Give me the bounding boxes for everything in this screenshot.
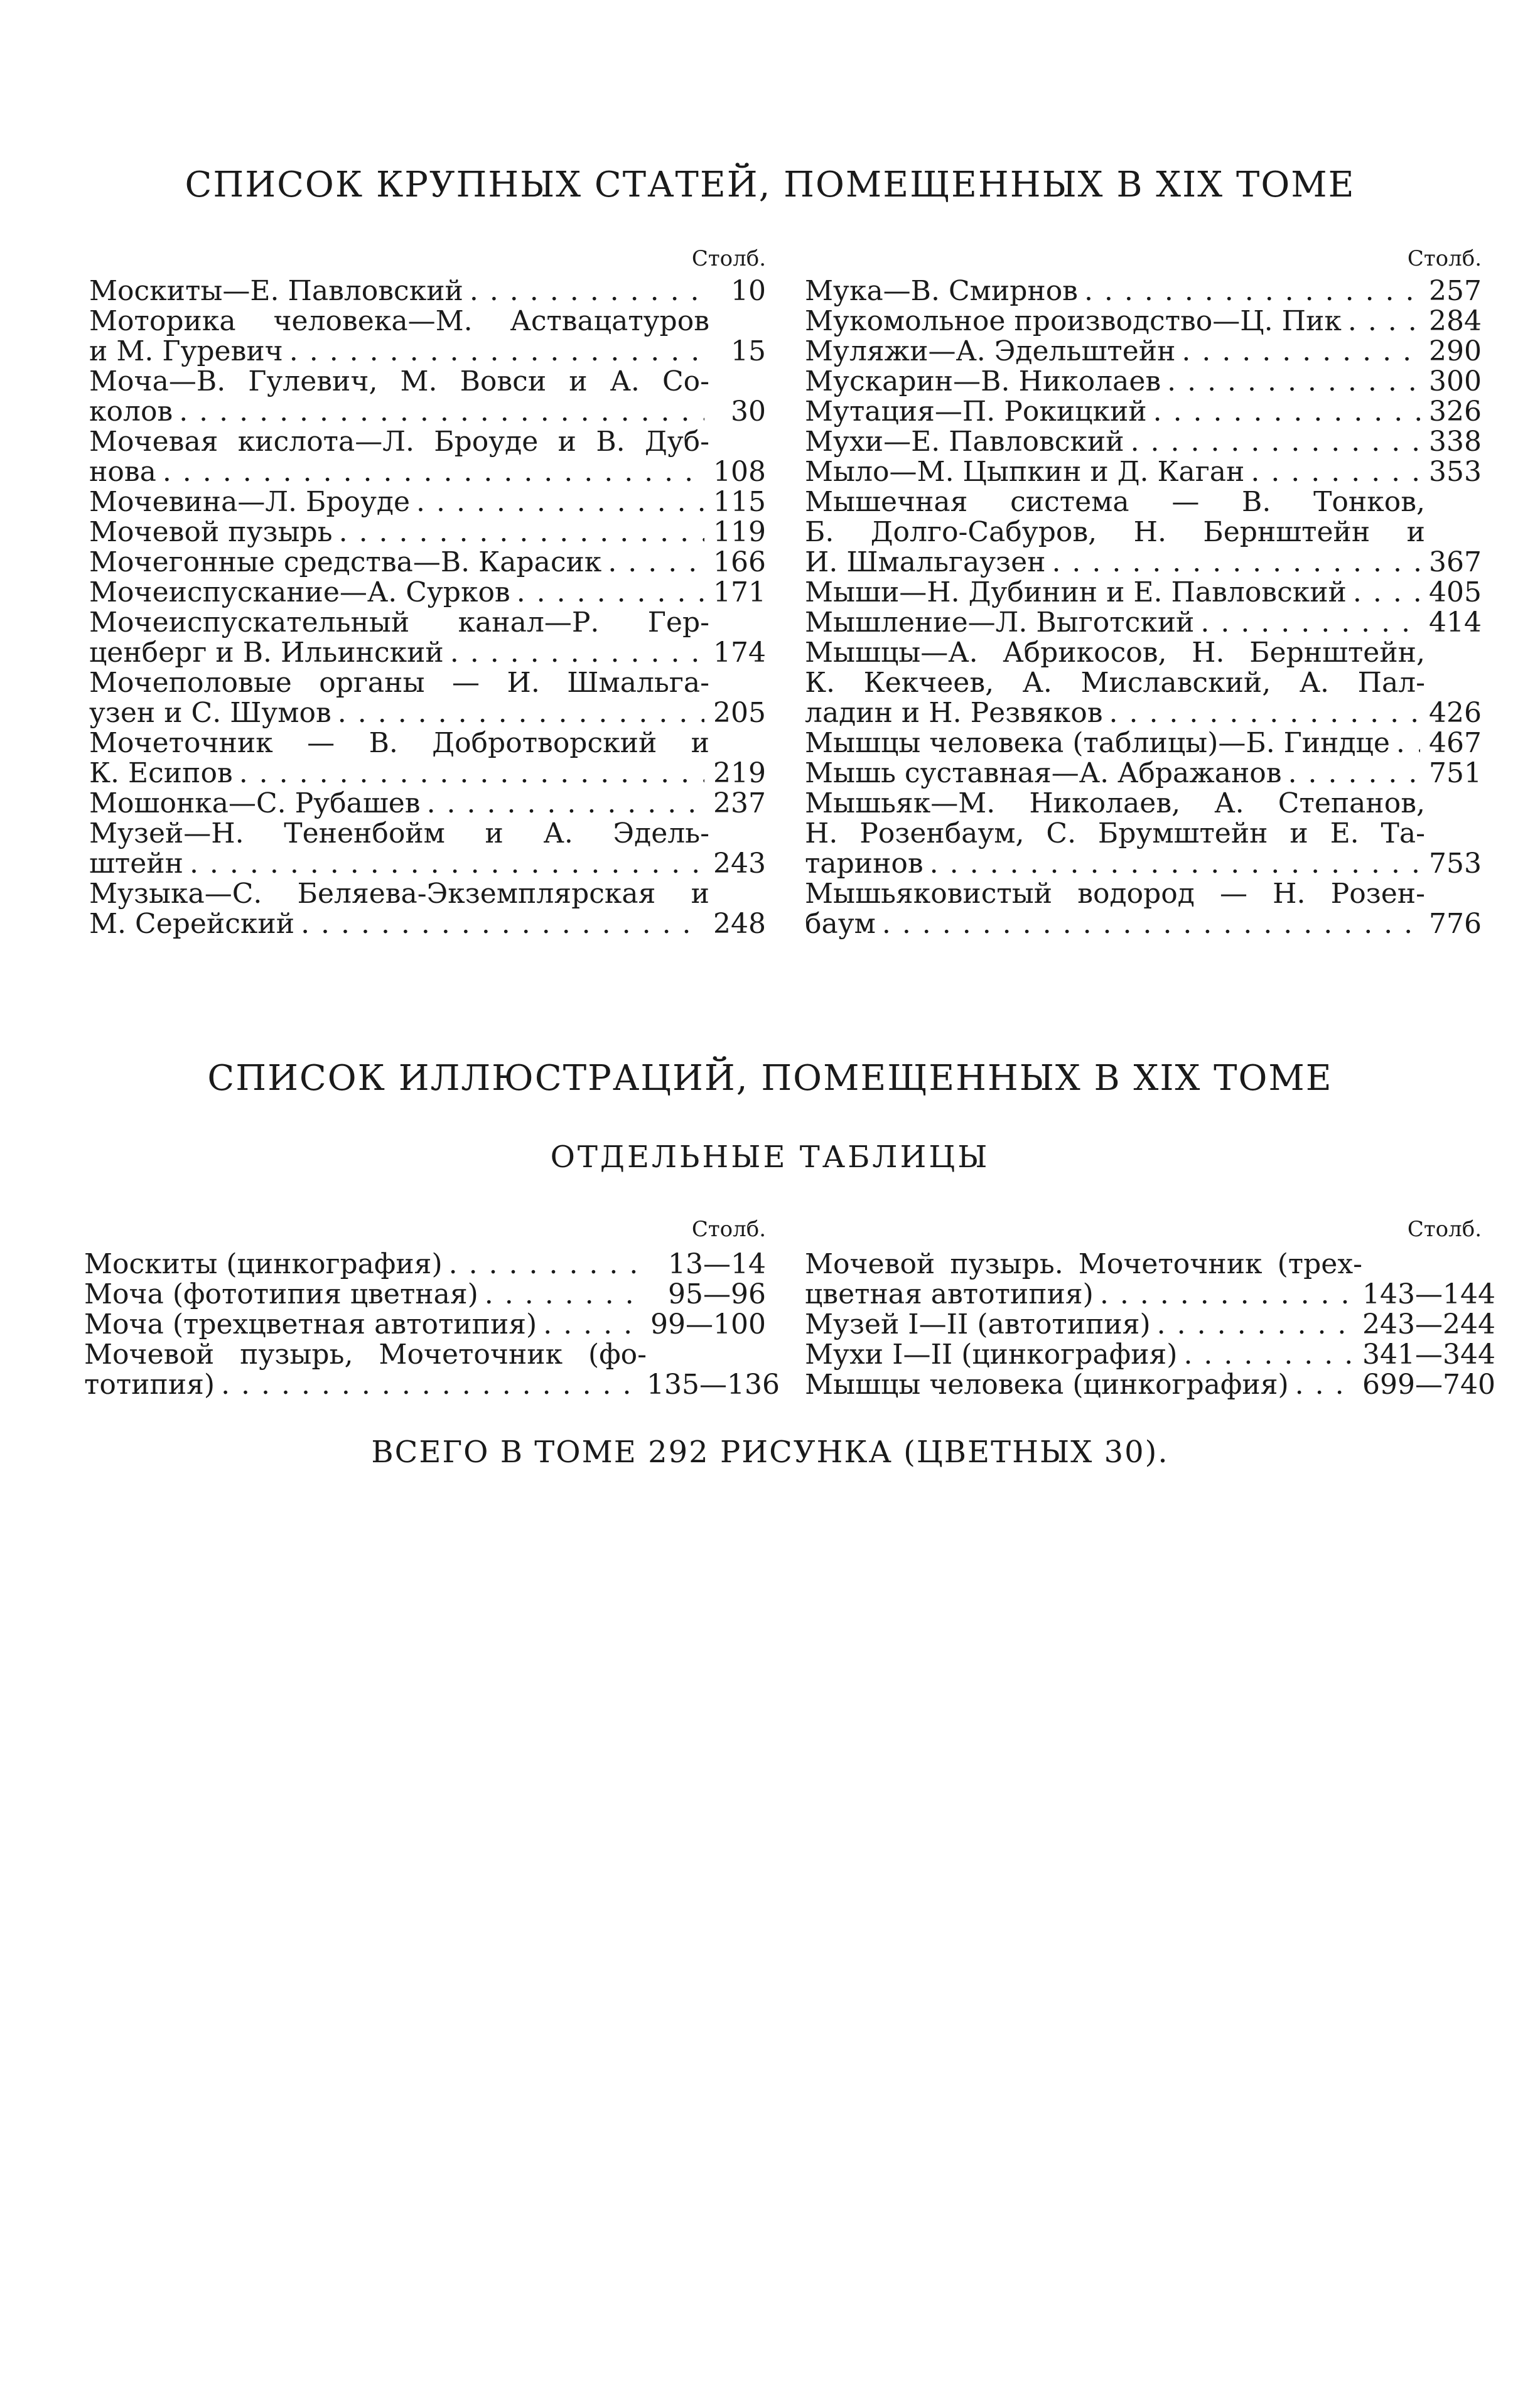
dot-leader [876,909,1420,939]
articles-right-column [805,276,1482,939]
illustrations-left-column [84,1248,780,1401]
index-entry [89,789,766,819]
entry-text: Мочеточник — В. Добротворский и [89,728,709,758]
dot-leader [173,397,704,427]
entry-column-number: 237 [713,787,766,819]
entry-column-number: 776 [1429,908,1482,940]
index-entry [805,789,1482,879]
dot-leader [601,547,704,578]
entry-column-number: 108 [713,456,766,488]
entry-column-number: 99—100 [650,1308,766,1340]
dot-leader [1124,427,1420,457]
illustrations-subtitle: ОТДЕЛЬНЫЕ ТАБЛИЦЫ [550,1140,990,1175]
index-entry [89,728,766,789]
dot-leader [1045,547,1420,578]
index-entry [805,367,1482,397]
index-entry [805,276,1482,306]
entry-column-number: 467 [1429,727,1482,759]
entry-text: Мускарин—В. Николаев [805,367,1161,397]
dot-leader [1094,1280,1357,1310]
entry-text: Мыло—М. Цыпкин и Д. Каган [805,457,1245,487]
entry-text: Мочевой пузырь [89,517,333,547]
dot-leader [294,909,704,939]
dot-leader [1177,1340,1357,1370]
dot-leader [1244,457,1420,487]
dot-leader [923,849,1420,879]
entry-text: Мочеиспускание—А. Сурков [89,578,510,608]
dot-leader [1161,367,1420,397]
entry-text: Мухи—Е. Павловский [805,427,1124,457]
entry-text: Москиты (цинкография) [84,1249,443,1280]
index-entry [805,306,1482,337]
index-entry [805,1339,1495,1371]
dot-leader [443,1249,642,1280]
entry-text: Мочевая кислота—Л. Броуде и В. Дуб- [89,427,709,457]
entry-text: Н. Розенбаум, С. Брумштейн и Е. Та- [805,819,1425,849]
entry-column-number: 405 [1429,576,1482,608]
dot-leader [478,1280,642,1310]
entry-column-number: 290 [1429,335,1482,367]
index-entry [805,578,1482,608]
entry-column-number: 115 [713,486,766,518]
dot-leader [510,578,704,608]
index-entry [89,879,766,939]
entry-column-number: 699—740 [1362,1369,1495,1401]
entry-text: Музей—Н. Тененбойм и А. Эдель- [89,819,709,849]
illustrations-title: СПИСОК ИЛЛЮСТРАЦИЙ, ПОМЕЩЕННЫХ В XIX ТОМЕ [207,1058,1333,1099]
index-entry [89,367,766,427]
entry-text: Мука—В. Смирнов [805,276,1078,306]
dot-leader [1342,306,1420,337]
dot-leader [1347,578,1420,608]
total-figures-note: ВСЕГО В ТОМЕ 292 РИСУНКА (ЦВЕТНЫХ 30). [371,1435,1169,1470]
dot-leader [1175,337,1420,367]
dot-leader [1289,1370,1357,1400]
entry-text: таринов [805,849,923,879]
entry-column-number: 95—96 [668,1278,766,1310]
dot-leader [156,457,704,487]
index-entry [89,608,766,668]
entry-text: баум [805,909,876,939]
entry-text: Мочеполовые органы — И. Шмальга- [89,668,709,698]
dot-leader [537,1310,642,1340]
entry-column-number: 143—144 [1362,1278,1495,1310]
entry-column-number: 300 [1429,365,1482,397]
entry-text: Мочевой пузырь. Мочеточник (трех- [805,1249,1362,1280]
index-entry [84,1280,766,1310]
index-entry [805,457,1482,487]
dot-leader [1194,608,1420,638]
entry-text: ценберг и В. Ильинский [89,638,444,668]
entry-text: Мышьяк—М. Николаев, А. Степанов, [805,789,1425,819]
entry-text: Мышцы—А. Абрикосов, Н. Бернштейн, [805,638,1425,668]
entry-text: Мочевой пузырь, Мочеточник (фо- [84,1340,647,1370]
entry-text: штейн [89,849,183,879]
index-entry [805,427,1482,457]
dot-leader [1147,397,1420,427]
index-entry [89,547,766,578]
dot-leader [421,789,704,819]
entry-text: Мышечная система — В. Тонков, [805,487,1425,517]
entry-text: цветная автотипия) [805,1280,1094,1310]
index-entry [89,668,766,728]
entry-text: Моча (фототипия цветная) [84,1280,478,1310]
dot-leader [1103,698,1420,728]
entry-text: М. Серейский [89,909,295,939]
entry-text: нова [89,457,156,487]
articles-left-column-label: Столб. [691,246,766,271]
index-entry [805,638,1482,728]
entry-text: Мутация—П. Рокицкий [805,397,1147,427]
dot-leader [183,849,704,879]
index-entry [89,487,766,517]
index-entry [89,427,766,487]
entry-text: Мухи I—II (цинкография) [805,1340,1178,1370]
entry-text: узен и С. Шумов [89,698,331,728]
index-entry [84,1249,766,1280]
entry-text: Моча (трехцветная автотипия) [84,1310,537,1340]
entry-column-number: 15 [731,335,766,367]
entry-column-number: 338 [1429,426,1482,458]
index-entry [805,728,1482,758]
entry-text: Муляжи—А. Эдельштейн [805,337,1176,367]
entry-text: Мышь суставная—А. Абражанов [805,758,1282,789]
entry-text: Мошонка—С. Рубашев [89,789,421,819]
entry-column-number: 219 [713,757,766,789]
index-entry [805,487,1482,578]
entry-column-number: 30 [731,396,766,428]
entry-text: Мочевина—Л. Броуде [89,487,411,517]
entry-column-number: 257 [1429,275,1482,307]
entry-column-number: 414 [1429,606,1482,639]
index-entry [805,1249,1495,1310]
entry-column-number: 753 [1429,848,1482,880]
articles-left-column [89,276,766,939]
entry-text: Мышцы человека (таблицы)—Б. Гиндце [805,728,1390,758]
dot-leader [444,638,704,668]
entry-text: колов [89,397,173,427]
index-entry [805,397,1482,427]
entry-text: Б. Долго-Сабуров, Н. Бернштейн и [805,517,1425,547]
entry-column-number: 248 [713,908,766,940]
dot-leader [215,1370,642,1400]
entry-text: тотипия) [84,1370,215,1400]
entry-column-number: 341—344 [1362,1339,1495,1371]
dot-leader [463,276,704,306]
entry-text: Мукомольное производство—Ц. Пик [805,306,1342,337]
entry-column-number: 426 [1429,697,1482,729]
entry-text: И. Шмальгаузен [805,547,1046,578]
index-entry [89,578,766,608]
entry-column-number: 353 [1429,456,1482,488]
index-entry [89,306,766,367]
dot-leader [1282,758,1420,789]
entry-text: Моторика человека—М. Аствацатуров [89,306,709,337]
entry-text: Музыка—С. Беляева-Экземплярская и [89,879,709,909]
dot-leader [1390,728,1420,758]
entry-text: Мышление—Л. Выготский [805,608,1195,638]
index-entry [805,337,1482,367]
entry-text: Моча—В. Гулевич, М. Вовси и А. Со- [89,367,709,397]
index-entry [805,758,1482,789]
dot-leader [1151,1310,1357,1340]
entry-column-number: 166 [713,546,766,578]
index-entry [89,276,766,306]
entry-text: Мыши—Н. Дубинин и Е. Павловский [805,578,1347,608]
entry-column-number: 13—14 [668,1248,766,1280]
entry-column-number: 284 [1429,305,1482,337]
index-entry [805,608,1482,638]
entry-text: и М. Гуревич [89,337,283,367]
entry-column-number: 243—244 [1362,1308,1495,1340]
entry-column-number: 10 [731,275,766,307]
entry-column-number: 119 [713,516,766,548]
entry-text: Мышьяковистый водород — Н. Розен- [805,879,1425,909]
entry-text: Мышцы человека (цинкография) [805,1370,1289,1400]
entry-column-number: 751 [1429,757,1482,789]
entry-text: Мочеиспускательный канал—Р. Гер- [89,608,709,638]
index-entry [805,1369,1495,1401]
dot-leader [1078,276,1420,306]
illustrations-left-column-label: Столб. [691,1217,766,1242]
index-entry [89,517,766,547]
entry-column-number: 243 [713,848,766,880]
entry-column-number: 135—136 [647,1369,780,1401]
index-entry [805,1308,1495,1340]
index-entry [805,879,1482,939]
articles-right-column-label: Столб. [1407,246,1482,271]
articles-title: СПИСОК КРУПНЫХ СТАТЕЙ, ПОМЕЩЕННЫХ В XIX ТОМЕ [185,164,1355,205]
dot-leader [331,698,704,728]
entry-column-number: 205 [713,697,766,729]
entry-text: К. Кекчеев, А. Миславский, А. Пал- [805,668,1425,698]
entry-column-number: 326 [1429,396,1482,428]
illustrations-right-column-label: Столб. [1407,1217,1482,1242]
entry-column-number: 174 [713,637,766,669]
dot-leader [233,758,704,789]
index-entry [84,1340,780,1401]
entry-column-number: 171 [713,576,766,608]
dot-leader [283,337,704,367]
entry-text: Музей I—II (автотипия) [805,1310,1151,1340]
entry-text: К. Есипов [89,758,233,789]
dot-leader [333,517,704,547]
index-entry [89,819,766,879]
dot-leader [410,487,704,517]
entry-text: ладин и Н. Резвяков [805,698,1103,728]
index-entry [84,1310,766,1340]
entry-text: Москиты—Е. Павловский [89,276,463,306]
illustrations-right-column [805,1249,1495,1401]
entry-column-number: 367 [1429,546,1482,578]
entry-text: Мочегонные средства—В. Карасик [89,547,602,578]
